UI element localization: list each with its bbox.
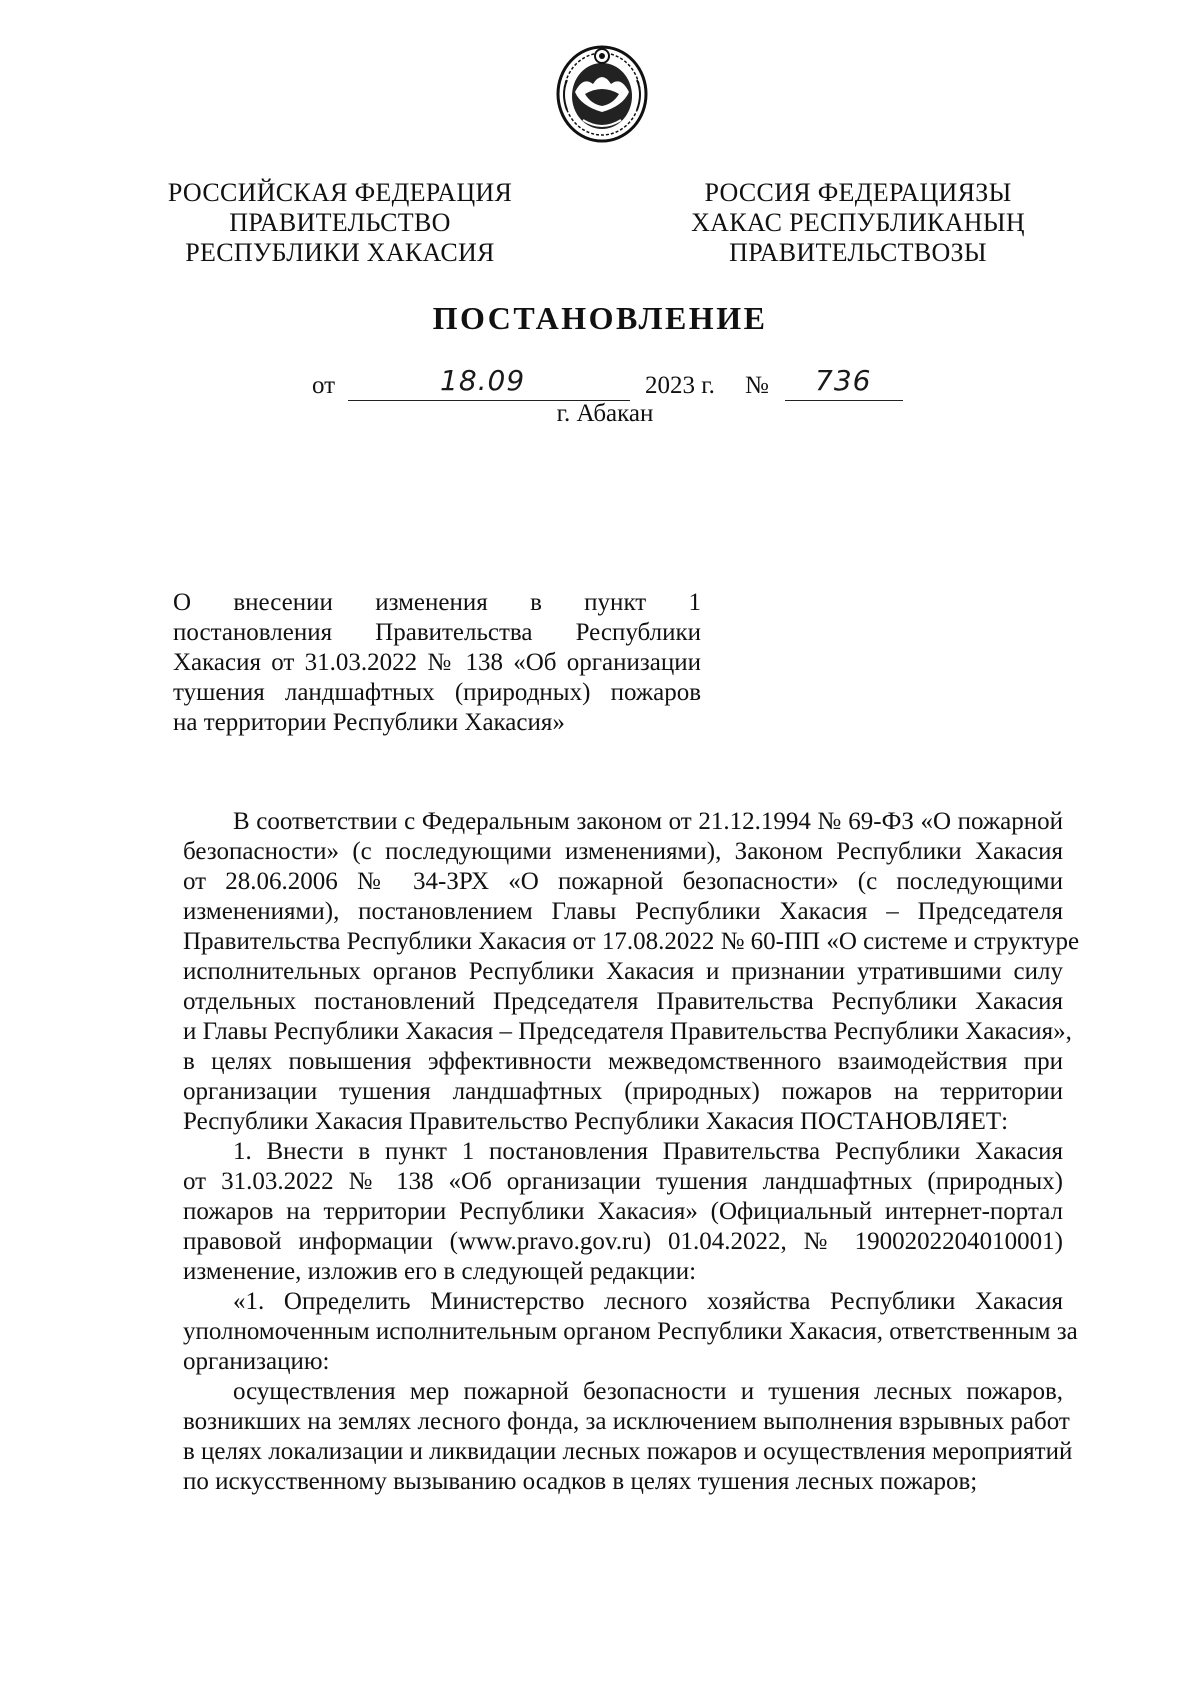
city-label: г. Абакан bbox=[556, 400, 654, 427]
header-left-line-3: РЕСПУБЛИКИ ХАКАСИЯ bbox=[185, 238, 495, 267]
body-line: «1. Определить Министерство лесного хозяйства Республики Хакасия bbox=[233, 1288, 1063, 1315]
subject-line: тушения ландшафтных (природных) пожаров bbox=[173, 679, 701, 706]
header-russian bbox=[140, 178, 540, 268]
number-label: № bbox=[745, 372, 769, 399]
body-line: и Главы Республики Хакасия – Председателя Правительства Республики Хакасия», bbox=[183, 1018, 1072, 1045]
body-line: исполнительных органов Республики Хакасия и признании утратившими силу bbox=[183, 958, 1063, 985]
subject-line: Хакасия от 31.03.2022 № 138 «Об организации bbox=[173, 649, 701, 676]
body-line: по искусственному вызыванию осадков в целях тушения лесных пожаров; bbox=[183, 1468, 978, 1495]
header-left-line-2: ПРАВИТЕЛЬСТВО bbox=[229, 208, 451, 237]
document-title: ПОСТАНОВЛЕНИЕ bbox=[432, 300, 768, 336]
body-line: от 28.06.2006 № 34-ЗРХ «О пожарной безопасности» (с последующими bbox=[183, 868, 1063, 895]
document-subject bbox=[173, 588, 701, 738]
body-line: безопасности» (с последующими изменениями), Законом Республики Хакасия bbox=[183, 838, 1063, 865]
body-line: Правительства Республики Хакасия от 17.08.2022 № 60-ПП «О системе и структуре bbox=[183, 928, 1080, 955]
header-right-line-2: ХАКАС РЕСПУБЛИКАНЫҢ bbox=[691, 208, 1025, 237]
date-handwritten: 18.09 bbox=[440, 364, 526, 397]
body-line: правовой информации (www.pravo.gov.ru) 01.04.2022, № 1900202204010001) bbox=[183, 1228, 1063, 1255]
body-line: в целях локализации и ликвидации лесных пожаров и осуществления мероприятий bbox=[183, 1438, 1073, 1465]
number-handwritten: 736 bbox=[815, 364, 872, 397]
body-line: В соответствии с Федеральным законом от 21.12.1994 № 69-ФЗ «О пожарной bbox=[233, 808, 1063, 835]
subject-line: на территории Республики Хакасия» bbox=[173, 709, 565, 736]
header-left-line-1: РОССИЙСКАЯ ФЕДЕРАЦИЯ bbox=[167, 178, 513, 207]
header-right-line-1: РОССИЯ ФЕДЕРАЦИЯЗЫ bbox=[704, 178, 1012, 207]
body-line: отдельных постановлений Председателя Правительства Республики Хакасия bbox=[183, 988, 1063, 1015]
body-line: осуществления мер пожарной безопасности и тушения лесных пожаров, bbox=[233, 1378, 1063, 1405]
subject-line: постановления Правительства Республики bbox=[173, 619, 701, 646]
header-khakas bbox=[658, 178, 1058, 268]
body-line: Республики Хакасия Правительство Республики Хакасия ПОСТАНОВЛЯЕТ: bbox=[183, 1108, 1009, 1135]
body-line: от 31.03.2022 № 138 «Об организации тушения ландшафтных (природных) bbox=[183, 1168, 1063, 1195]
body-line: организации тушения ландшафтных (природных) пожаров на территории bbox=[183, 1078, 1063, 1105]
subject-line: О внесении изменения в пункт 1 bbox=[173, 589, 701, 616]
year-label: 2023 г. bbox=[645, 372, 715, 399]
body-line: организацию: bbox=[183, 1348, 330, 1375]
header-right-line-3: ПРАВИТЕЛЬСТВОЗЫ bbox=[729, 238, 987, 267]
khakassia-coat-of-arms-emblem bbox=[553, 40, 651, 144]
body-line: 1. Внести в пункт 1 постановления Правительства Республики Хакасия bbox=[233, 1138, 1063, 1165]
body-line: изменениями), постановлением Главы Республики Хакасия – Председателя bbox=[183, 898, 1063, 925]
body-line: возникших на землях лесного фонда, за исключением выполнения взрывных работ bbox=[183, 1408, 1070, 1435]
body-line: изменение, изложив его в следующей редакции: bbox=[183, 1258, 697, 1285]
body-line: уполномоченным исполнительным органом Республики Хакасия, ответственным за bbox=[183, 1318, 1078, 1345]
date-from-label: от bbox=[312, 372, 336, 399]
body-line: в целях повышения эффективности межведомственного взаимодействия при bbox=[183, 1048, 1063, 1075]
body-line: пожаров на территории Республики Хакасия» (Официальный интернет-портал bbox=[183, 1198, 1063, 1225]
document-body bbox=[183, 807, 1080, 1497]
